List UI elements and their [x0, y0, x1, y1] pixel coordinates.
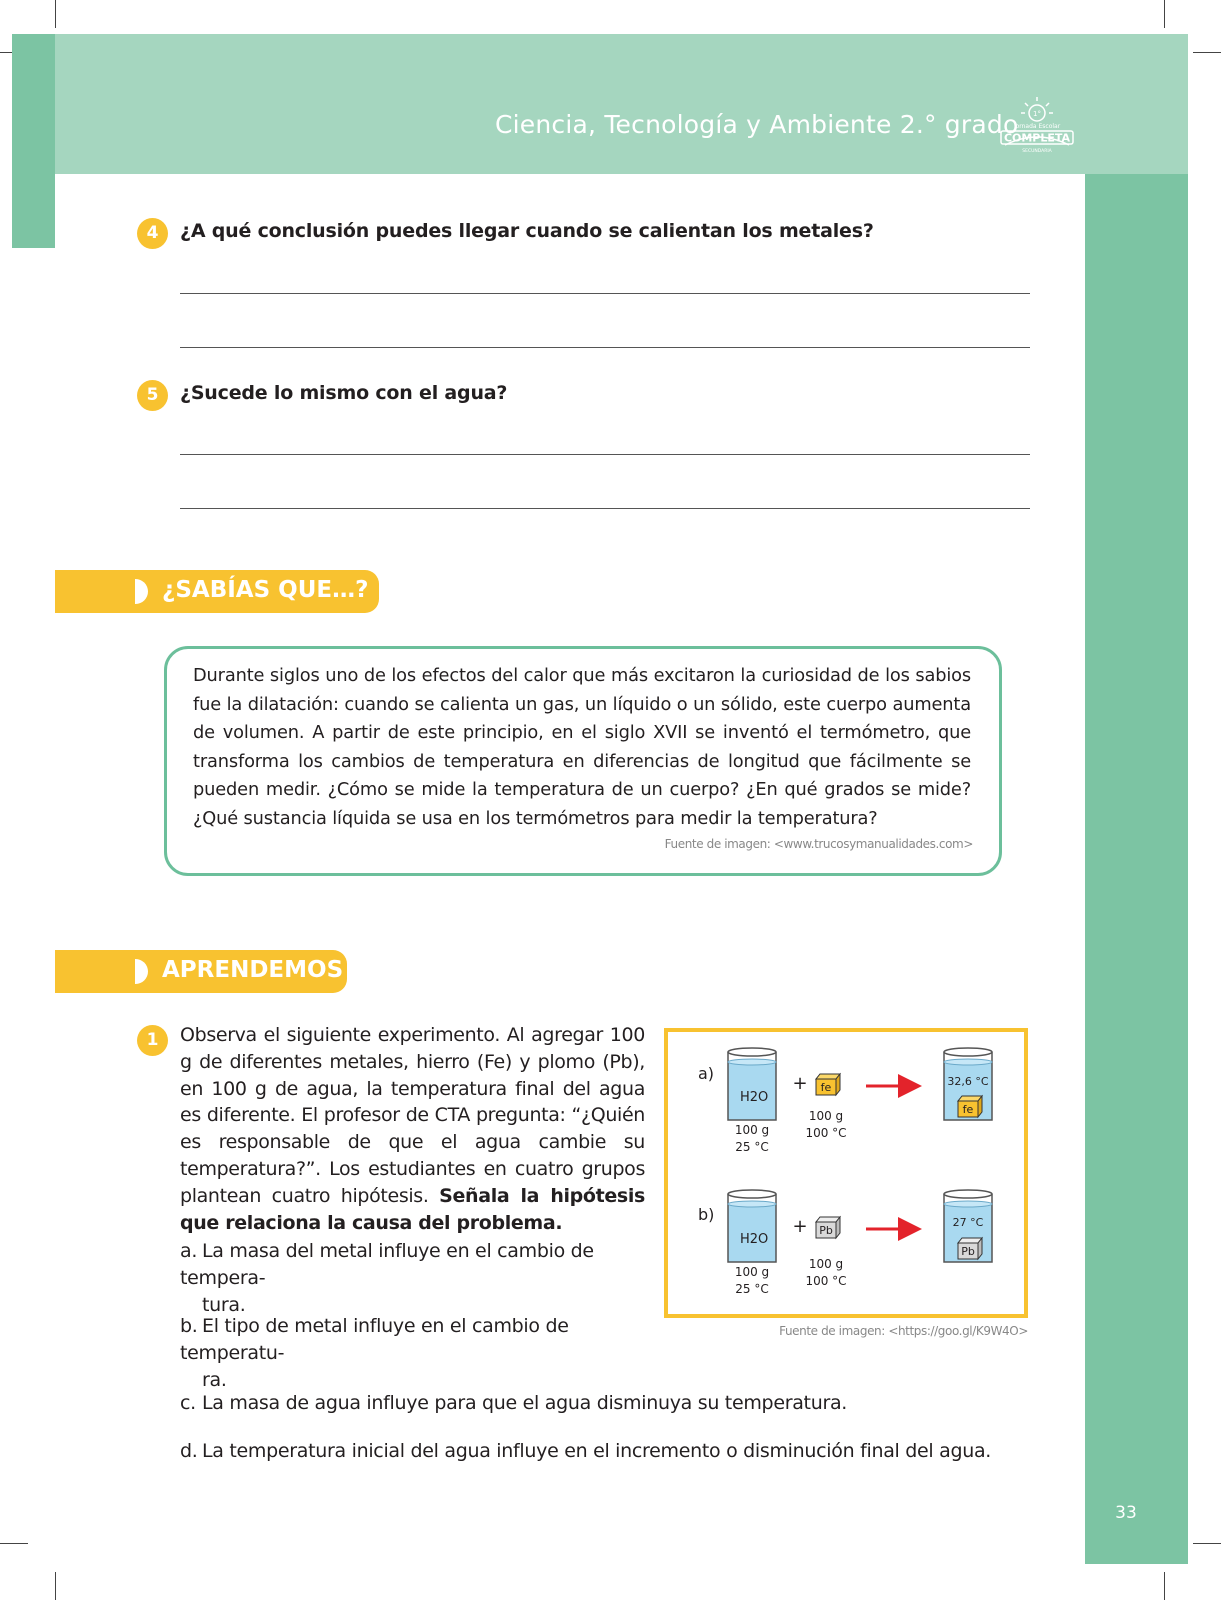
banner-title: APRENDEMOS [162, 957, 344, 983]
crop-mark [1193, 1543, 1221, 1544]
option-text: La masa de agua influye para que el agua disminuya su temperatura. [202, 1392, 848, 1414]
metal-symbol: fe [962, 1103, 974, 1116]
option-text: La masa del metal influye en el cambio de tempera- [180, 1240, 594, 1289]
image-source-note: Fuente de imagen: <https://goo.gl/K9W4O> [779, 1324, 1028, 1338]
water-formula: H2O [740, 1232, 769, 1247]
option-d[interactable] [180, 1438, 991, 1465]
svg-text:Jornada Escolar: Jornada Escolar [1013, 123, 1061, 130]
crop-mark [1193, 52, 1221, 53]
beaker-icon [728, 1190, 776, 1262]
question-text: ¿A qué conclusión puedes llegar cuando se calientan los metales? [180, 220, 874, 242]
left-tab-decoration [12, 34, 55, 248]
experiment-description [180, 1022, 645, 1236]
final-temperature: 32,6 °C [947, 1075, 989, 1088]
option-letter: c. [180, 1392, 196, 1414]
svg-text:COMPLETA: COMPLETA [1003, 131, 1071, 145]
water-initial-temp: 25 °C [735, 1140, 769, 1154]
experiment-diagram [668, 1032, 1024, 1314]
option-text-continued: ra. [202, 1368, 227, 1391]
metal-initial-temp: 100 °C [805, 1274, 847, 1288]
metal-symbol: Pb [819, 1224, 833, 1237]
image-source-note: Fuente de imagen: <www.trucosymanualidades.com> [664, 837, 973, 851]
answer-line[interactable] [180, 454, 1030, 455]
page-header-title: Ciencia, Tecnología y Ambiente 2.° grado [495, 110, 1019, 139]
svg-text:SECUNDARIA: SECUNDARIA [1022, 149, 1052, 154]
question-text: ¿Sucede lo mismo con el agua? [180, 382, 508, 404]
banner-marker-icon [135, 579, 148, 604]
plus-sign: + [792, 1216, 808, 1237]
answer-line[interactable] [180, 347, 1030, 348]
option-letter: d. [180, 1440, 198, 1462]
final-temperature: 27 °C [952, 1216, 984, 1229]
crop-mark [55, 1572, 56, 1600]
metal-symbol: fe [820, 1081, 832, 1094]
water-initial-temp: 25 °C [735, 1282, 769, 1296]
crop-mark [1164, 1572, 1165, 1600]
water-formula: H2O [740, 1090, 769, 1105]
beaker-icon [728, 1048, 776, 1120]
option-letter: b. [180, 1315, 198, 1337]
question-number-badge: 5 [137, 380, 168, 411]
option-text-continued: tura. [202, 1293, 246, 1316]
sabias-que-text: Durante siglos uno de los efectos del calor que más excitaron la curiosidad de los sabios fue la dilatación: cuando se calienta un gas, un líquido o un sólido, este cuerpo aumenta de volumen. A partir de este principio, en el siglo XVII se inventó el termómetro, que transforma los cambios de temperatura en diferencias de longitud que fácilmente se pueden medir. ¿Cómo se mide la temperatura de un cuerpo? ¿En qué grados se mide? ¿Qué sustancia líquida se usa en los termómetros para medir la temperatura? [193, 665, 971, 829]
water-mass: 100 g [734, 1123, 770, 1137]
experiment-instruction: Señala la hipótesis que relaciona la causa del problema. [180, 1184, 645, 1234]
metal-symbol: Pb [961, 1245, 975, 1258]
water-mass: 100 g [734, 1265, 770, 1279]
option-a[interactable] [180, 1238, 650, 1318]
banner-marker-icon [135, 959, 148, 984]
row-label: a) [698, 1064, 715, 1083]
aprendemos-banner [55, 950, 347, 993]
metal-initial-temp: 100 °C [805, 1126, 847, 1140]
experiment-figure [664, 1028, 1028, 1318]
crop-mark [55, 0, 56, 28]
metal-mass: 100 g [808, 1109, 844, 1123]
crop-mark [0, 1543, 28, 1544]
option-b[interactable] [180, 1313, 650, 1393]
crop-mark [1164, 0, 1165, 28]
jornada-completa-logo [997, 95, 1077, 157]
option-text: El tipo de metal influye en el cambio de temperatu- [180, 1315, 569, 1364]
plus-sign: + [792, 1073, 808, 1094]
option-letter: a. [180, 1240, 198, 1262]
answer-line[interactable] [180, 293, 1030, 294]
banner-title: ¿SABÍAS QUE…? [162, 577, 369, 603]
metal-mass: 100 g [808, 1257, 844, 1271]
answer-line[interactable] [180, 508, 1030, 509]
experiment-intro: Observa el siguiente experimento. Al agregar 100 g de diferentes metales, hierro (Fe) y plomo (Pb), en 100 g de agua, la temperatura final del agua es diferente. El profesor de CTA pregunta: “¿Quién es responsable de que el agua cambie su temperatura?”. Los estudiantes en cuatro grupos plantean cuatro hipótesis. [180, 1024, 645, 1207]
svg-text:1°: 1° [1033, 110, 1041, 118]
question-number-badge: 4 [137, 218, 168, 249]
sabias-que-box [164, 646, 1002, 876]
option-c[interactable] [180, 1390, 847, 1417]
option-text: La temperatura inicial del agua influye en el incremento o disminución final del agua. [202, 1440, 992, 1462]
right-margin-band [1085, 174, 1188, 1564]
row-label: b) [698, 1205, 715, 1224]
page-number: 33 [1115, 1503, 1137, 1523]
question-number-badge: 1 [137, 1025, 168, 1056]
sabias-que-banner [55, 570, 379, 613]
